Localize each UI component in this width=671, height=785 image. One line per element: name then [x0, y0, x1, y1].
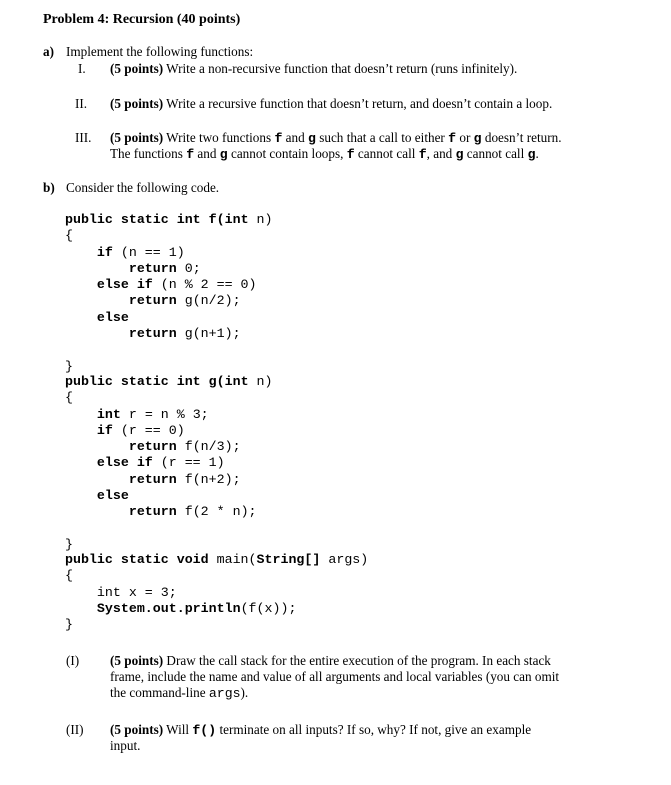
- code-text: (n % 2 == 0): [152, 277, 257, 293]
- code-text: (n == 1): [112, 244, 185, 260]
- item-iii-text: and: [282, 130, 308, 145]
- question-i-line3: [110, 685, 248, 701]
- item-iii-number: III.: [75, 130, 92, 145]
- question-i-line1: [110, 653, 551, 669]
- question-ii-text: terminate on all inputs? If so, why? If not, give an example: [216, 722, 532, 737]
- code-keyword: public static int: [65, 212, 201, 227]
- code-block-f: [65, 212, 273, 375]
- item-iii-text: .: [535, 146, 539, 161]
- code-text: n): [248, 374, 273, 389]
- item-i-body: Write a non-recursive function that doesn’t return (runs infinitely).: [163, 61, 518, 76]
- code-brace: }: [65, 617, 73, 633]
- code-brace: {: [65, 568, 73, 584]
- code-text: f(2 * n);: [176, 504, 257, 520]
- code-f: f: [418, 147, 427, 162]
- question-i-number: (I): [66, 653, 80, 668]
- question-ii-points: (5 points): [110, 722, 164, 737]
- part-a-label: a): [43, 44, 54, 59]
- question-i-text: ).: [240, 685, 249, 700]
- code-brace: {: [65, 390, 73, 406]
- question-i-points: (5 points): [110, 653, 164, 668]
- code-text: f(n+2);: [176, 471, 241, 487]
- code-text: int x = 3;: [96, 584, 177, 600]
- code-text: g(n+1);: [176, 326, 241, 342]
- code-keyword: else: [96, 488, 129, 504]
- code-keyword: if: [96, 422, 113, 438]
- item-iii-text: , and: [426, 146, 456, 161]
- code-text: r = n % 3;: [120, 406, 209, 422]
- problem-title: Problem 4: Recursion (40 points): [43, 12, 241, 27]
- question-ii-line2: input.: [110, 738, 141, 753]
- code-keyword: int: [224, 374, 249, 389]
- code-brace: }: [65, 536, 73, 552]
- code-text: (r == 1): [152, 455, 225, 471]
- item-iii-text: cannot call: [463, 146, 528, 161]
- code-g: g: [473, 131, 482, 146]
- code-brace: {: [65, 228, 73, 244]
- code-keyword: int: [96, 406, 121, 422]
- code-g: g: [308, 131, 316, 146]
- part-b-intro: Consider the following code.: [66, 180, 220, 195]
- item-iii-text: and: [194, 146, 220, 161]
- item-i-number: I.: [78, 61, 86, 76]
- item-iii-text: cannot contain loops,: [227, 146, 347, 161]
- code-keyword: int: [224, 212, 249, 227]
- code-keyword: return: [128, 471, 177, 487]
- code-text: f(n/3);: [176, 439, 241, 455]
- item-iii-line1: [110, 130, 562, 146]
- item-i-points: (5 points): [110, 61, 164, 76]
- code-f: f: [346, 147, 355, 162]
- question-ii-text: Will: [163, 722, 193, 737]
- code-g: g: [219, 147, 228, 162]
- item-iii-text: such that a call to either: [315, 130, 449, 145]
- code-keyword: else if: [96, 455, 153, 471]
- code-block-g: [65, 374, 273, 553]
- code-keyword: public static int: [65, 374, 201, 389]
- item-ii-body: Write a recursive function that doesn’t return, and doesn’t contain a loop.: [163, 96, 553, 111]
- code-keyword: else: [96, 309, 129, 325]
- code-text: n): [248, 212, 273, 227]
- code-f: f: [448, 131, 457, 146]
- question-ii-number: (II): [66, 722, 84, 737]
- code-f: f: [274, 131, 283, 146]
- item-ii-text: [110, 96, 552, 112]
- code-text: (f(x));: [240, 600, 297, 616]
- code-text: main(: [208, 552, 257, 567]
- code-text: f(: [200, 212, 225, 227]
- item-iii-text: or: [456, 130, 474, 145]
- code-keyword: return: [128, 439, 177, 455]
- code-keyword: System.out.println: [96, 600, 241, 616]
- code-brace: }: [65, 358, 73, 374]
- code-keyword: if: [96, 244, 113, 260]
- code-keyword: public static void: [65, 552, 209, 567]
- item-iii-line2: [110, 146, 539, 162]
- code-f-call: f(): [192, 723, 217, 738]
- item-iii-points: (5 points): [110, 130, 164, 145]
- code-g: g: [455, 147, 464, 162]
- code-keyword: return: [128, 326, 177, 342]
- item-iii-text: The functions: [110, 146, 187, 161]
- code-text: args): [320, 552, 369, 567]
- question-i-text: the command-line: [110, 685, 209, 700]
- code-text: g(n/2);: [176, 293, 241, 309]
- part-a-intro: Implement the following functions:: [66, 44, 254, 59]
- item-iii-text: Write two functions: [163, 130, 275, 145]
- item-iii-text: doesn’t return.: [481, 130, 562, 145]
- question-i-text: Draw the call stack for the entire execution of the program. In each stack: [163, 653, 551, 668]
- item-ii-points: (5 points): [110, 96, 164, 111]
- question-ii-line1: [110, 722, 531, 738]
- code-keyword: return: [128, 504, 177, 520]
- code-text: g(: [200, 374, 225, 389]
- part-b-label: b): [43, 180, 55, 195]
- code-text: 0;: [176, 260, 201, 276]
- code-block-main: [65, 552, 368, 633]
- item-iii-text: cannot call: [354, 146, 419, 161]
- code-f: f: [186, 147, 195, 162]
- question-i-line2: frame, include the name and value of all arguments and local variables (you can omit: [110, 669, 560, 684]
- code-keyword: return: [128, 260, 177, 276]
- code-text: (r == 0): [112, 422, 185, 438]
- item-ii-number: II.: [75, 96, 88, 111]
- code-g: g: [527, 147, 536, 162]
- code-keyword: else if: [96, 277, 153, 293]
- code-keyword: return: [128, 293, 177, 309]
- code-keyword: String[]: [256, 552, 321, 567]
- code-args: args: [208, 686, 241, 701]
- item-i-text: [110, 61, 517, 77]
